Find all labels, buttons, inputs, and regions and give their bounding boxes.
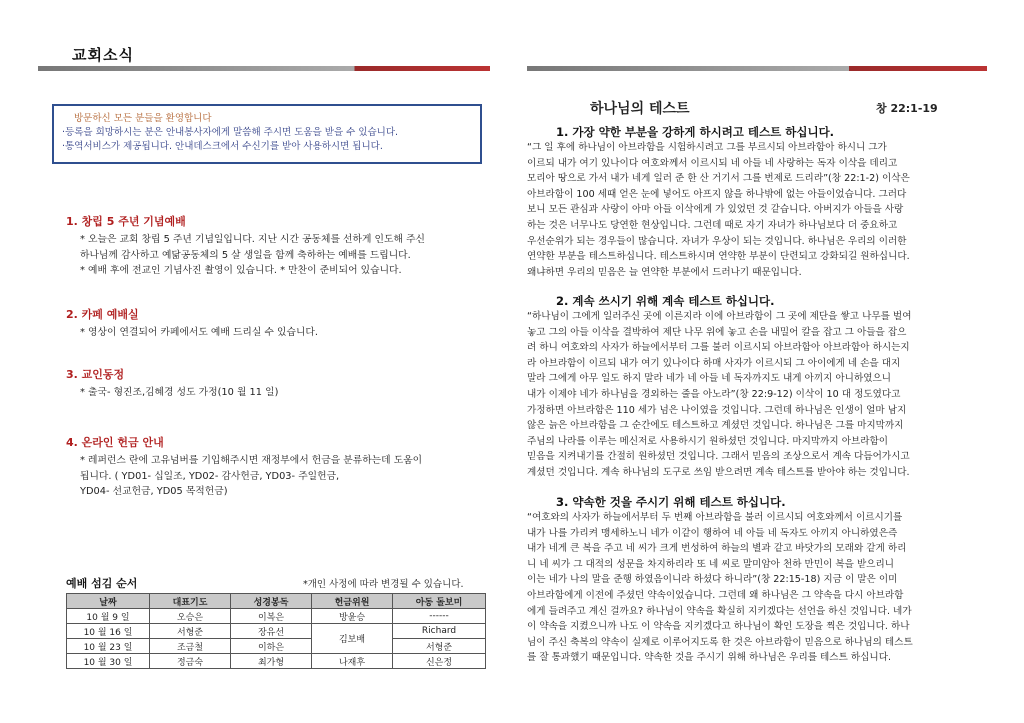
section-heading: 1. 창립 5 주년 기념예배 <box>66 215 186 228</box>
notice-line: ·등록을 희망하시는 분은 안내봉사자에게 말씀해 주시면 도움을 받을 수 있습니다. <box>62 127 399 138</box>
text-line: 연약한 부분을 테스트하십니다. 테스트하시며 연약한 부분이 단련되고 강화되길 원하십니다. <box>527 251 910 263</box>
text-line: 놓고 그의 아들 이삭을 결박하여 제단 나무 위에 놓고 손을 내밀어 칼을 잡고 그 아들을 잡으 <box>527 326 907 338</box>
section-body <box>80 325 485 341</box>
sermon-paragraph <box>527 309 982 481</box>
column-header: 성경봉독 <box>231 594 312 609</box>
section-heading: 4. 온라인 헌금 안내 <box>66 436 164 449</box>
body-line: * 레퍼런스 란에 고유넘버를 기입해주시면 재정부에서 헌금을 분류하는데 도움이 <box>80 455 423 466</box>
notice-line: ·통역서비스가 제공됩니다. 안내데스크에서 수신기를 받아 사용하시면 됩니다. <box>62 141 383 152</box>
body-line: * 출국- 형진조,김혜경 성도 가정(10 월 11 일) <box>80 387 279 398</box>
service-schedule-table <box>66 593 486 669</box>
table-cell: 서형준 <box>393 639 486 654</box>
section-body <box>80 385 485 401</box>
sermon-paragraph <box>527 510 982 666</box>
table-cell: 이복은 <box>231 609 312 624</box>
sermon-paragraph <box>527 140 982 280</box>
column-header: 아동 돌보미 <box>393 594 486 609</box>
table-cell: 오승은 <box>150 609 231 624</box>
text-line: 내가 네게 큰 복을 주고 네 씨가 크게 번성하여 하늘의 별과 같고 바닷가의 모래와 같게 하리 <box>527 543 907 555</box>
sermon-title: 하나님의 테스트 <box>590 101 690 117</box>
body-line: * 오늘은 교회 창립 5 주년 기념일입니다. 지난 시간 공동체를 선하게 인도해 주신 <box>80 234 425 245</box>
text-line: 를 잘 통과했기 때문입니다. 약속한 것을 주시기 위해 하나님은 우리를 테스트 하십니다. <box>527 652 892 664</box>
table-cell: Richard <box>393 624 486 639</box>
body-line: 됩니다. ( YD01- 십일조, YD02- 감사헌금, YD03- 주일헌금, <box>80 470 340 482</box>
text-line: “여호와의 사자가 하늘에서부터 두 번째 아브라함을 불러 이르시되 여호와께서 이르시기를 <box>527 512 903 523</box>
text-line: 이는 네가 나의 말을 준행 하였음이니라 하셨다 하니라”(창 22:15-18) 지금 이 말은 이미 <box>527 574 898 586</box>
text-line: 내가 이제야 네가 하나님을 경외하는 줄을 아노라”(창 22:9-12) 이삭이 10 대 정도였다고 <box>527 388 901 400</box>
text-line: 내가 나를 가리켜 맹세하노니 네가 이같이 행하여 네 아들 네 독자도 아끼지 아니하였은즉 <box>527 527 898 539</box>
text-line: 않은 늙은 아브라함을 그 순간에도 테스트하고 계셨던 것입니다. 하나님은 그를 마지막까지 <box>527 420 904 432</box>
text-line: 에게 들려주고 계신 걸까요? 하나님이 약속을 확실히 지키겠다는 선언을 하신 것입니다. 네가 <box>527 605 912 617</box>
table-cell: 정금숙 <box>150 654 231 669</box>
section-body <box>80 232 485 279</box>
text-line: “하나님이 그에게 일러주신 곳에 이른지라 이에 아브라함이 그 곳에 제단을 쌓고 나무를 벌여 <box>527 311 912 322</box>
page-title: 교회소식 <box>72 46 134 64</box>
table-cell: 신은정 <box>393 654 486 669</box>
table-cell: 10 월 30 일 <box>67 654 150 669</box>
sermon-point-heading: 2. 계속 쓰시기 위해 계속 테스트 하십니다. <box>556 294 775 308</box>
text-line: 모리아 땅으로 가서 내가 네게 일러 준 한 산 거기서 그를 번제로 드리라”(창 22:1-2) 이삭은 <box>527 173 910 185</box>
text-line: 라 아브라함이 이르되 내가 여기 있나이다 하매 사자가 이르시되 그 아이에게 네 손을 대지 <box>527 357 901 369</box>
table-header-row <box>67 594 486 609</box>
table-cell: 이하은 <box>231 639 312 654</box>
section-heading: 2. 카페 예배실 <box>66 308 139 321</box>
sermon-point-heading: 1. 가장 약한 부분을 강하게 하시려고 테스트 하십니다. <box>556 125 835 139</box>
table-cell: 최가형 <box>231 654 312 669</box>
text-line: 믿음을 지켜내기를 간절히 원하셨던 것입니다. 그래서 믿음의 조상으로서 계속 다듬어가시고 <box>527 451 910 463</box>
text-line: 아브라함에게 이전에 주셨던 약속이었습니다. 그런데 왜 하나님은 그 약속을 다시 아브라함 <box>527 589 904 601</box>
text-line: 니 네 씨가 그 대적의 성문을 차지하리라 또 네 씨로 말미암아 천하 만민이 복을 받으리니 <box>527 558 895 570</box>
body-line: * 영상이 연결되어 카페에서도 예배 드리실 수 있습니다. <box>80 327 319 338</box>
column-header: 날짜 <box>67 594 150 609</box>
table-cell: 방윤승 <box>312 609 393 624</box>
section-heading: 3. 교인동정 <box>66 368 125 381</box>
column-header: 헌금위원 <box>312 594 393 609</box>
table-cell: 나재후 <box>312 654 393 669</box>
text-line: 계셨던 것입니다. 계속 하나님의 도구로 쓰임 받으려면 계속 테스트를 받아야 하는 것입니다. <box>527 466 910 478</box>
table-cell: 장유선 <box>231 624 312 639</box>
text-line: 주님의 나라를 이루는 메신저로 사용하시기 원하셨던 것입니다. 마지막까지 아브라함이 <box>527 435 889 447</box>
text-line: “그 일 후에 하나님이 아브라함을 시험하시려고 그를 부르시되 아브라함아 하시니 그가 <box>527 142 887 153</box>
title-divider <box>38 66 490 71</box>
table-cell: 10 월 9 일 <box>67 609 150 624</box>
table-cell: 서형준 <box>150 624 231 639</box>
text-line: 님이 주신 축복의 약속이 실제로 이루어지도록 한 것은 아브라함이 믿음으로 하나님의 테스트 <box>527 636 913 648</box>
schedule-note: *개인 사정에 따라 변경될 수 있습니다. <box>303 579 464 590</box>
table-cell: 김보배 <box>312 624 393 654</box>
table-cell: 10 월 16 일 <box>67 624 150 639</box>
text-line: 려 하니 여호와의 사자가 하늘에서부터 그를 불러 이르시되 아브라함아 아브라함아 하시는지 <box>527 342 910 354</box>
body-line: * 예배 후에 전교인 기념사진 촬영이 있습니다. * 만찬이 준비되어 있습니다. <box>80 265 402 276</box>
table-row <box>67 609 486 624</box>
text-line: 말라 그에게 아무 일도 하지 말라 네가 네 아들 네 독자까지도 내게 아끼지 아니하였으니 <box>527 373 892 385</box>
table-row <box>67 654 486 669</box>
section-body <box>80 453 485 500</box>
welcome-notice-box <box>52 104 482 164</box>
table-cell: 10 월 23 일 <box>67 639 150 654</box>
right-divider <box>527 66 987 71</box>
table-cell: 조금철 <box>150 639 231 654</box>
scripture-reference: 창 22:1-19 <box>876 102 938 115</box>
column-header: 대표기도 <box>150 594 231 609</box>
text-line: 이르되 내가 여기 있나이다 여호와께서 이르시되 네 아들 네 사랑하는 독자 이삭을 데리고 <box>527 157 898 169</box>
text-line: 우선순위가 되는 경우들이 많습니다. 자녀가 우상이 되는 것입니다. 하나님은 우리의 이러한 <box>527 235 907 247</box>
sermon-point-heading: 3. 약속한 것을 주시기 위해 테스트 하십니다. <box>556 495 786 509</box>
text-line: 이 약속을 지켰으니까 나도 이 약속을 지키겠다고 하나님이 확인 도장을 찍은 것입니다. 하나 <box>527 621 910 633</box>
text-line: 하는 것은 너무나도 당연한 현상입니다. 그런데 때로 자기 자녀가 하나님보다 더 중요하고 <box>527 219 898 231</box>
body-line: YD04- 선교헌금, YD05 목적헌금) <box>80 486 228 497</box>
table-row <box>67 639 486 654</box>
table-cell: ------ <box>393 609 486 624</box>
text-line: 가정하면 아브라함은 110 세가 넘은 나이였을 것입니다. 그런데 하나님은 인생이 얼마 남지 <box>527 404 907 416</box>
notice-line: 방문하신 모든 분들을 환영합니다 <box>74 113 212 124</box>
text-line: 왜냐하면 우리의 믿음은 늘 연약한 부분에서 드러나기 때문입니다. <box>527 266 802 278</box>
table-row <box>67 624 486 639</box>
schedule-heading: 예배 섬김 순서 <box>66 577 138 590</box>
text-line: 보니 모든 관심과 사랑이 아마 아들 이삭에게 가 있었던 것 같습니다. 아버지가 아들을 사랑 <box>527 204 904 216</box>
body-line: 하나님께 감사하고 예닮공동체의 5 살 생일을 함께 축하하는 예배를 드립니다. <box>80 249 411 261</box>
text-line: 아브라함이 100 세때 얻은 눈에 넣어도 아프지 않을 하나밖에 없는 아들이었습니다. 그러다 <box>527 188 907 200</box>
